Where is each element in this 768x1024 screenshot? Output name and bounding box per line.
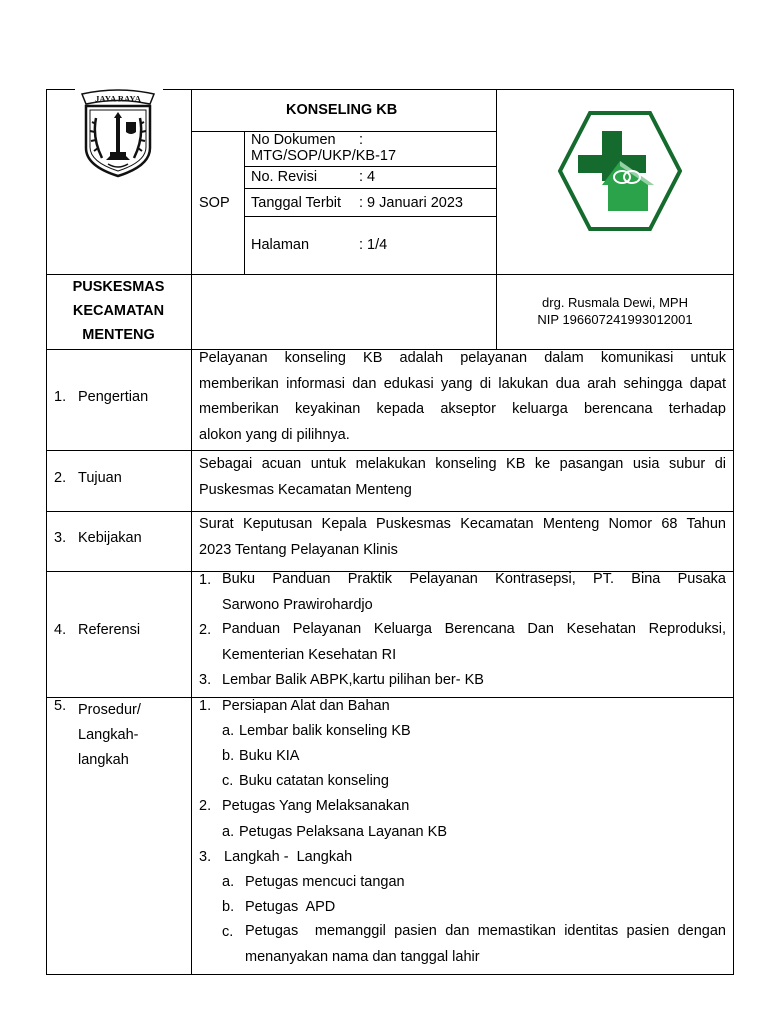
kebijakan-line: 2023 Tentang Pelayanan Klinis — [199, 541, 398, 558]
section-number-prosedur: 5. — [54, 698, 67, 714]
prosedur-subitem: Petugas Pelaksana Layanan KB — [239, 824, 447, 840]
pengertian-line: alokon yang di pilihnya. — [199, 426, 350, 443]
section-label-kebijakan: Kebijakan — [78, 530, 142, 546]
signer-block — [497, 294, 733, 328]
tujuan-text — [199, 452, 726, 503]
table-border-left — [46, 89, 47, 975]
row-line-tanggal — [244, 216, 496, 217]
document-title: KONSELING KB — [286, 102, 398, 118]
prosedur-subitem: Petugas APD — [245, 899, 336, 915]
prosedur-step-title: Petugas Yang Melaksanakan — [222, 798, 410, 814]
row-line-revisi — [244, 188, 496, 189]
referensi-item-line: Kementerian Kesehatan RI — [222, 646, 397, 663]
halaman-value: : 1/4 — [359, 237, 388, 253]
referensi-item — [222, 617, 726, 668]
prosedur-subitem-number: a. — [222, 874, 235, 890]
pengertian-line: memberikan informasi dan edukasi yang di lakukan dua arah sehingga dapat — [199, 375, 726, 392]
prosedur-step-title: Langkah - Langkah — [220, 849, 353, 865]
prosedur-step-number: 1. — [199, 698, 212, 714]
pengertian-line: memberikan keyakinan kepada akseptor keluarga berencana terhadap — [199, 401, 726, 417]
kebijakan-line: Surat Keputusan Kepala Puskesmas Kecamatan Menteng Nomor 68 Tahun — [199, 516, 726, 532]
section-label-pengertian: Pengertian — [78, 389, 149, 405]
row-line-referensi — [46, 697, 734, 698]
org-name-line3: MENTENG — [82, 327, 155, 343]
referensi-item-number: 2. — [199, 622, 212, 638]
kebijakan-text — [199, 512, 726, 563]
referensi-item-line: Buku Panduan Praktik Pelayanan Kontrasepsi, PT. Bina Pusaka — [222, 571, 726, 587]
row-line-dokumen — [244, 166, 496, 167]
referensi-item-line: Panduan Pelayanan Keluarga Berencana Dan Kesehatan Reproduksi, — [222, 621, 726, 637]
jaya-raya-crest-icon — [78, 88, 158, 180]
logo-banner-text: JAYA RAYA — [95, 93, 141, 104]
prosedur-step-number: 2. — [199, 798, 212, 814]
prosedur-step-title: Persiapan Alat dan Bahan — [222, 698, 390, 714]
table-border-right — [733, 89, 734, 975]
prosedur-subitem-number: a. — [222, 824, 235, 840]
org-name-line1: PUSKESMAS — [72, 279, 165, 295]
row-line-pengertian — [46, 450, 734, 451]
referensi-item-line: Sarwono Prawirohardjo — [222, 596, 373, 613]
prosedur-subitem-number: b. — [222, 899, 235, 915]
prosedur-subitem-line: menanyakan nama dan tanggal lahir — [245, 948, 480, 965]
table-border-bottom — [46, 974, 734, 975]
org-name — [46, 275, 191, 347]
tujuan-line: Sebagai acuan untuk melakukan konseling KB ke pasangan usia subur di — [199, 456, 726, 472]
no-dokumen-separator: : — [359, 132, 364, 148]
no-dokumen-label: No Dokumen — [251, 132, 336, 148]
prosedur-label-line: langkah — [78, 752, 129, 768]
prosedur-label-line: Prosedur/ — [78, 702, 141, 718]
prosedur-subitem-line: Petugas memanggil pasien dan memastikan identitas pasien dengan — [245, 923, 726, 939]
prosedur-subitem-number: b. — [222, 748, 235, 764]
puskesmas-logo-icon — [558, 111, 682, 231]
referensi-item-number: 3. — [199, 672, 212, 688]
section-label-tujuan: Tujuan — [78, 470, 122, 486]
prosedur-subitem — [245, 919, 726, 970]
referensi-item-number: 1. — [199, 572, 212, 588]
no-revisi-value: : 4 — [359, 169, 376, 185]
prosedur-subitem: Buku catatan konseling — [239, 773, 389, 789]
signer-name: drg. Rusmala Dewi, MPH — [542, 295, 688, 310]
no-revisi-label: No. Revisi — [251, 169, 318, 185]
tanggal-terbit-value: : 9 Januari 2023 — [359, 195, 463, 211]
referensi-item-line: Lembar Balik ABPK,kartu pilihan ber- KB — [222, 672, 484, 688]
halaman-label: Halaman — [251, 237, 310, 253]
row-line-title — [191, 131, 496, 132]
section-label-prosedur — [78, 698, 141, 773]
signer-nip: NIP 196607241993012001 — [537, 312, 693, 327]
col-divider-sop — [244, 131, 245, 274]
prosedur-step-number: 3. — [199, 849, 212, 865]
table-border-top-left — [46, 89, 75, 90]
prosedur-subitem: Buku KIA — [239, 748, 300, 764]
col-divider-main — [191, 89, 192, 975]
prosedur-subitem: Petugas mencuci tangan — [245, 874, 405, 890]
prosedur-subitem-number: c. — [222, 773, 234, 789]
section-number-pengertian: 1. — [54, 389, 67, 405]
table-border-top — [163, 89, 734, 90]
prosedur-subitem-number: a. — [222, 723, 235, 739]
pengertian-text — [199, 346, 726, 448]
sop-label: SOP — [199, 195, 230, 211]
prosedur-label-line: Langkah- — [78, 727, 139, 743]
pengertian-line: Pelayanan konseling KB adalah pelayanan dalam komunikasi untuk — [199, 350, 726, 366]
prosedur-subitem-number: c. — [222, 924, 234, 940]
tanggal-terbit-label: Tanggal Terbit — [251, 195, 342, 211]
section-label-referensi: Referensi — [78, 622, 141, 638]
section-number-kebijakan: 3. — [54, 530, 67, 546]
org-name-line2: KECAMATAN — [72, 303, 165, 319]
prosedur-subitem: Lembar balik konseling KB — [239, 723, 411, 739]
referensi-item — [222, 567, 726, 618]
section-number-referensi: 4. — [54, 622, 67, 638]
section-number-tujuan: 2. — [54, 470, 67, 486]
no-dokumen-value: MTG/SOP/UKP/KB-17 — [251, 148, 397, 164]
tujuan-line: Puskesmas Kecamatan Menteng — [199, 481, 412, 498]
